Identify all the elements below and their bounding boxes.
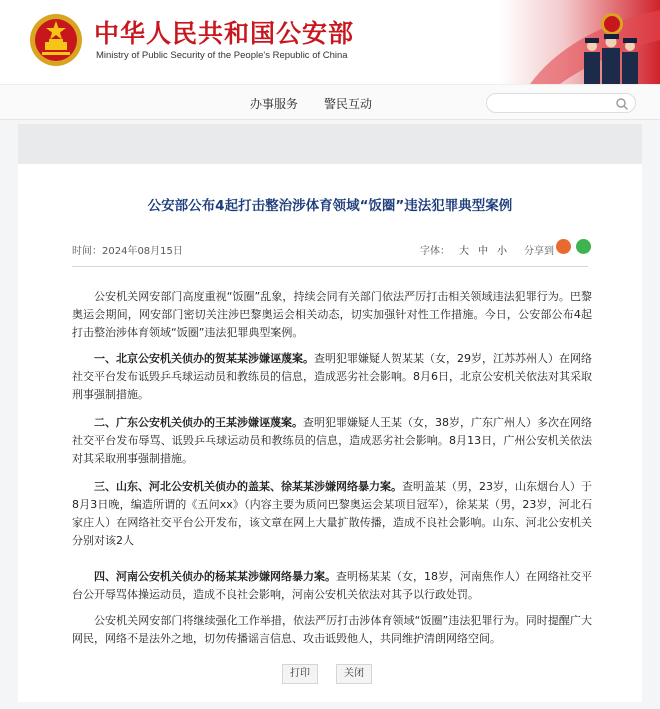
search-input[interactable] [495,97,615,115]
paragraph-text: 查明犯罪嫌疑人王某（女，38岁，广东广州人）多次在网络社交平台发布辱骂、诋毁乒乓球运动员和教练员的信息，造成恶劣社会影响。8月13日，广州公安机关依法对其采取刑事强制措施。 [72,416,592,465]
paragraph-text: 查明犯罪嫌疑人贺某某（女，29岁，江苏苏州人）在网络社交平台发布诋毁乒乓球运动员和教练员的信息，造成恶劣社会影响。8月6日，北京公安机关依法对其采取刑事强制措施。 [72,352,592,401]
site-subtitle: Ministry of Public Security of the People's Republic of China [96,50,348,61]
font-size-control [420,242,507,257]
search-box[interactable] [486,93,636,113]
paragraph-lead: 四、河南公安机关侦办的杨某某涉嫌网络暴力案。 [94,570,336,583]
wechat-share-icon[interactable] [576,239,591,254]
site-title: 中华人民共和国公安部 [94,19,355,48]
police-banner-image [500,0,660,84]
article-meta [72,239,588,259]
nav-item-interaction[interactable]: 警民互动 [324,97,373,111]
site-header [0,0,660,84]
paragraph-lead: 三、山东、河北公安机关侦办的盖某、徐某某涉嫌网络暴力案。 [94,480,402,493]
weibo-share-icon[interactable] [556,239,571,254]
share-label: 分享到 [524,246,554,257]
paragraph-text: 查明杨某某（女，18岁，河南焦作人）在网络社交平台公开辱骂体操运动员，造成不良社会影响，河南公安机关依法对其予以行政处罚。 [72,570,592,601]
article-title: 公安部公布4起打击整治涉体育领域“饭圈”违法犯罪典型案例 [147,198,513,214]
national-emblem-icon [28,12,84,68]
main-nav [0,84,660,120]
paragraph-text: 查明盖某（男，23岁，山东烟台人）于8月3日晚，编造所谓的《五问xx》（内容主要为质问巴黎奥运会某项目冠军），徐某某（男，23岁，河北石家庄人）在网络社交平台公开发布，该文章在网上大量扩散传播，造成不良社会影响。山东、河北公安机关分别对该2人 [72,480,592,547]
meta-divider [72,266,588,267]
font-size-label: 字体： [420,246,450,257]
content-top-band [18,124,642,164]
article-paragraph [72,478,592,550]
publish-time: 时间：2024年08月15日 [72,246,183,257]
font-size-large-button[interactable]: 大 [459,246,469,257]
font-size-small-button[interactable]: 小 [497,246,507,257]
close-button[interactable]: 关闭 [336,664,372,684]
paragraph-text: 公安机关网安部门高度重视“饭圈”乱象，持续会同有关部门依法严厉打击相关领域违法犯罪行为。巴黎奥运会期间，网安部门密切关注涉巴黎奥运会相关动态，切实加强针对性工作措施。今日，公安部公布4起打击整治涉体育领域“饭圈”违法犯罪典型案例。 [72,290,592,339]
paragraph-lead: 二、广东公安机关侦办的王某涉嫌诬蔑案。 [94,416,303,429]
paragraph-lead: 一、北京公安机关侦办的贺某某涉嫌诬蔑案。 [94,352,314,365]
article-paragraph [72,568,592,604]
article-paragraph [72,414,592,468]
article-paragraph [72,288,592,342]
paragraph-text: 公安机关网安部门将继续强化工作举措，依法严厉打击涉体育领域“饭圈”违法犯罪行为。同时提醒广大网民，网络不是法外之地，切勿传播谣言信息、攻击诋毁他人，共同维护清朗网络空间。 [72,614,592,645]
article-paragraph [72,350,592,404]
article-paragraph [72,612,592,648]
font-size-medium-button[interactable]: 中 [478,246,488,257]
print-button[interactable]: 打印 [282,664,318,684]
search-icon[interactable] [615,97,629,111]
article-card [18,164,642,702]
nav-item-services[interactable]: 办事服务 [250,97,299,111]
